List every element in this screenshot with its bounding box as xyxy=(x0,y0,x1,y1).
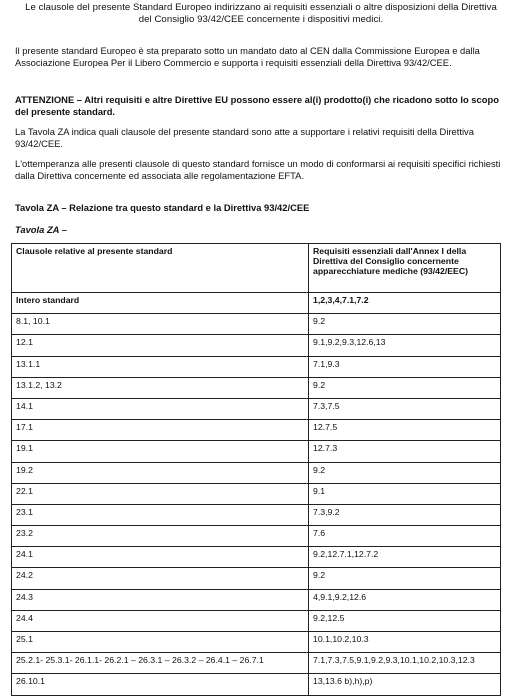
header-requirements: Requisiti essenziali dall'Annex I della Direttiva del Consiglio concernente apparecchiature mediche (93/42/EEC) xyxy=(309,244,501,293)
table-row xyxy=(12,547,501,568)
requirements-cell: 9.1 xyxy=(309,483,501,504)
paragraph-warning: ATTENZIONE – Altri requisiti e altre Direttive EU possono essere al(i) prodotto(i) che ricadono sotto lo scopo del presente standard. xyxy=(15,94,499,117)
clause-cell: 12.1 xyxy=(12,335,309,356)
requirements-cell: 7.6 xyxy=(309,526,501,547)
table-row xyxy=(12,398,501,419)
requirements-cell: 9.2 xyxy=(309,314,501,335)
requirements-cell: 7.3,9.2 xyxy=(309,504,501,525)
paragraph-mandate: Il presente standard Europeo è sta preparato sotto un mandato dato al CEN dalla Commissione Europea e dalla Associazione Europea Per il Libero Commercio e supporta i requisiti essenziali della Direttiva 93/42/CEE. xyxy=(15,45,480,68)
clause-cell: 25.2.1- 25.3.1- 26.1.1- 26.2.1 – 26.3.1 – 26.3.2 – 26.4.1 – 26.7.1 xyxy=(12,653,309,674)
requirements-cell: 13,13.6 b),h),p) xyxy=(309,674,501,695)
requirements-cell: 9.2,12.5 xyxy=(309,610,501,631)
table-row xyxy=(12,356,501,377)
requirements-cell: 9.2 xyxy=(309,377,501,398)
table-row xyxy=(12,674,501,695)
clause-cell: 24.1 xyxy=(12,547,309,568)
table-row xyxy=(12,568,501,589)
clause-cell: 23.2 xyxy=(12,526,309,547)
table-row xyxy=(12,314,501,335)
table-row xyxy=(12,462,501,483)
table-caption: Tavola ZA – Relazione tra questo standard e la Direttiva 93/42/CEE xyxy=(15,202,310,213)
clause-cell: 17.1 xyxy=(12,420,309,441)
table-label: Tavola ZA – xyxy=(15,224,67,235)
requirements-cell: 1,2,3,4,7.1,7.2 xyxy=(309,293,501,314)
clause-cell: 25.1 xyxy=(12,632,309,653)
requirements-cell: 7.1,7.3,7.5,9.1,9.2,9.3,10.1,10.2,10.3,12.3 xyxy=(309,653,501,674)
requirements-cell: 9.2 xyxy=(309,568,501,589)
clause-cell: 24.2 xyxy=(12,568,309,589)
clause-cell: 13.1.1 xyxy=(12,356,309,377)
clause-cell: 19.2 xyxy=(12,462,309,483)
paragraph-conformity: L'ottemperanza alle presenti clausole di questo standard fornisce un modo di conformarsi ai requisiti specifici richiesti dalla Direttiva concernente ed associata alle regolamentazione EFTA. xyxy=(15,158,501,181)
table-body xyxy=(12,293,501,696)
correspondence-table xyxy=(11,243,501,696)
header-clauses: Clausole relative al presente standard xyxy=(12,244,309,293)
table-row xyxy=(12,653,501,674)
table-row xyxy=(12,335,501,356)
clause-cell: 23.1 xyxy=(12,504,309,525)
clause-cell: 14.1 xyxy=(12,398,309,419)
requirements-cell: 7.3,7.5 xyxy=(309,398,501,419)
requirements-cell: 10.1,10.2,10.3 xyxy=(309,632,501,653)
clause-cell: 19.1 xyxy=(12,441,309,462)
clause-cell: 22.1 xyxy=(12,483,309,504)
table-row xyxy=(12,526,501,547)
clause-cell: 8.1, 10.1 xyxy=(12,314,309,335)
table-row xyxy=(12,420,501,441)
table-header-row xyxy=(12,244,501,293)
clause-cell: Intero standard xyxy=(12,293,309,314)
table-row xyxy=(12,504,501,525)
table-row xyxy=(12,610,501,631)
clause-cell: 24.4 xyxy=(12,610,309,631)
requirements-cell: 9.1,9.2,9.3,12.6,13 xyxy=(309,335,501,356)
table-row xyxy=(12,632,501,653)
clause-cell: 24.3 xyxy=(12,589,309,610)
document-heading: Le clausole del presente Standard Europeo indirizzano ai requisiti essenziali o altre disposizioni della Direttiva del Consiglio 93/42/CEE concernente i dispositivi medici. xyxy=(25,2,497,25)
requirements-cell: 4,9.1,9.2,12.6 xyxy=(309,589,501,610)
table-row xyxy=(12,441,501,462)
paragraph-table-intro: La Tavola ZA indica quali clausole del presente standard sono atte a supportare i relativi requisiti della Direttiva 93/42/CEE. xyxy=(15,126,474,149)
clause-cell: 26.10.1 xyxy=(12,674,309,695)
table-row xyxy=(12,293,501,314)
table-row xyxy=(12,483,501,504)
table-row xyxy=(12,589,501,610)
requirements-cell: 7.1,9.3 xyxy=(309,356,501,377)
clause-cell: 13.1.2, 13.2 xyxy=(12,377,309,398)
requirements-cell: 12.7.5 xyxy=(309,420,501,441)
requirements-cell: 9.2 xyxy=(309,462,501,483)
requirements-cell: 9.2,12.7.1,12.7.2 xyxy=(309,547,501,568)
table-row xyxy=(12,377,501,398)
requirements-cell: 12.7.3 xyxy=(309,441,501,462)
